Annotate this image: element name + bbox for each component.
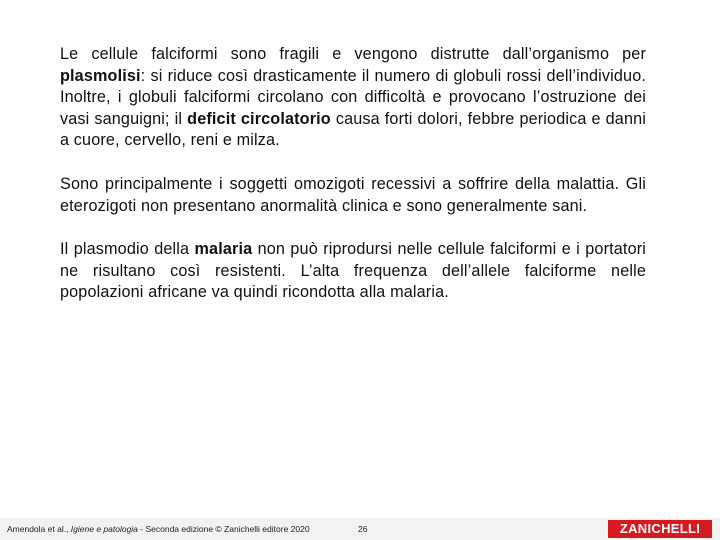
paragraph-sickle-cells xyxy=(60,44,646,152)
footer-citation xyxy=(7,524,310,534)
citation-edition: - Seconda edizione © Zanichelli editore 2020 xyxy=(137,524,310,534)
text-run: : si riduce così drasticamente il numero di globuli rossi dell’individuo. Inoltre, i globuli falciformi circolano con difficoltà e provocano l’ostruzione dei vasi sanguigni; il xyxy=(60,66,646,128)
term-plasmolisi: plasmolisi xyxy=(60,66,141,85)
text-run: Le cellule falciformi sono fragili e vengono distrutte dall’organismo per xyxy=(60,45,646,63)
paragraph-homozygotes xyxy=(60,174,646,217)
text-run: non può riprodursi nelle cellule falciformi e i portatori ne risultano così resistenti. L’alta frequenza dell’allele falciforme nelle popolazioni africane va quindi ricondotta alla malaria. xyxy=(60,240,647,302)
slide-footer xyxy=(0,518,720,540)
term-malaria: malaria xyxy=(194,240,253,259)
text-run: causa forti dolori, febbre periodica e danni a cuore, cervello, reni e milza. xyxy=(60,109,646,150)
text-run: Sono principalmente i soggetti omozigoti recessivi a soffrire della malattia. Gli eterozigoti non presentano anormalità clinica e sono generalmente sani. xyxy=(60,174,646,215)
citation-authors: Amendola et al., xyxy=(7,524,71,534)
text-run: Il plasmodio della xyxy=(60,240,195,259)
publisher-logo: ZANICHELLI xyxy=(608,520,712,538)
slide-body xyxy=(60,44,646,304)
citation-title: Igiene e patologia xyxy=(70,524,138,534)
term-deficit-circolatorio: deficit circolatorio xyxy=(187,109,331,128)
paragraph-malaria xyxy=(60,239,646,304)
page-number: 26 xyxy=(358,524,368,534)
